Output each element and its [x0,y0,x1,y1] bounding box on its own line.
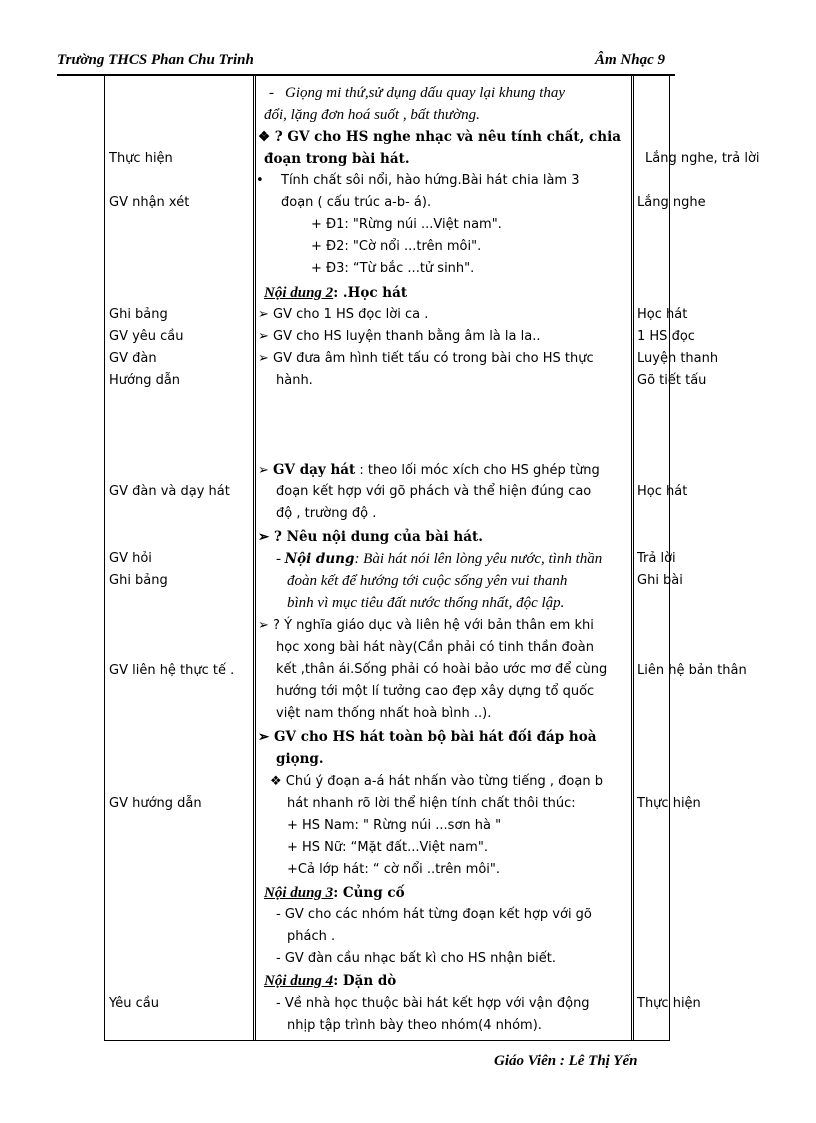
teacher-activity: GV đàn và dạy hát [109,484,230,499]
content-line: + Đ3: “Từ bắc ...tử sinh". [311,261,475,276]
content-line: hướng tới một lí tưởng cao đẹp xây dựng tổ quốc [276,684,595,699]
content-heading: ❖ ? GV cho HS nghe nhạc và nêu tính chất, chia [258,129,621,145]
content-line: nhịp tập trình bày theo nhóm(4 nhóm). [287,1018,542,1033]
student-activity: Ghi bài [637,573,683,588]
content-line: hát nhanh rõ lời thể hiện tính chất thôi thúc: [287,796,576,811]
dash-bullet: - [269,85,274,101]
content-line: hành. [276,373,313,388]
content-line: đoạn ( cấu trúc a-b- á). [281,195,432,210]
content-line: - GV đàn cầu nhạc bất kì cho HS nhận biết. [276,951,556,966]
teacher-activity: GV hướng dẫn [109,796,202,811]
content-heading: ➢ ? Nêu nội dung của bài hát. [258,529,483,545]
column-divider [631,75,634,1040]
student-activity: Học hát [637,307,688,322]
content-line: ➢ GV dạy hát : theo lối móc xích cho HS ghép từng [258,462,600,478]
content-line: độ , trường độ . [276,506,377,521]
content-line: +Cả lớp hát: “ cờ nổi ..trên môi". [287,862,501,877]
round-bullet: • [256,173,264,188]
student-activity: Lắng nghe, trả lời [645,151,760,166]
teacher-activity: GV nhận xét [109,195,190,210]
section-title: Nội dung 2: .Học hát [264,285,408,301]
content-line: học xong bài hát này(Cần phải có tinh thần đoàn [276,640,594,655]
teacher-signature: Giáo Viên : Lê Thị Yến [494,1053,638,1069]
content-line: ➢ GV cho 1 HS đọc lời ca . [258,307,429,322]
student-activity: Luyện thanh [637,351,719,366]
teacher-activity: GV đàn [109,351,157,366]
student-activity: Học hát [637,484,688,499]
content-line: đoạn kết hợp với gõ phách và thể hiện đúng cao [276,484,592,499]
subject-name: Âm Nhạc 9 [595,52,666,68]
content-line: • Tính chất sôi nổi, hào hứng.Bài hát chia làm 3 [264,170,580,192]
section-title: Nội dung 3: Củng cố [264,885,405,901]
teacher-activity: GV liên hệ thực tế . [109,663,235,678]
content-line: + HS Nam: " Rừng núi ...sơn hà " [287,818,502,833]
content-line: đổi, lặng đơn hoá suốt , bất thường. [264,107,480,123]
teacher-activity: GV yêu cầu [109,329,184,344]
teacher-activity: Ghi bảng [109,307,168,322]
student-activity: Thực hiện [637,996,701,1011]
content-line: ❖ Chú ý đoạn a-á hát nhấn vào từng tiếng , đoạn b [270,774,603,789]
student-activity: Lắng nghe [637,195,706,210]
content-line: - Giọng mi thứ,sử dụng dấu quay lại khung thay [285,82,565,104]
content-line: ➢ GV đưa âm hình tiết tấu có trong bài cho HS thực [258,351,594,366]
content-line: ➢ ? Ý nghĩa giáo dục và liên hệ với bản thân em khi [258,618,594,633]
student-activity: Thực hiện [637,796,701,811]
content-line: việt nam thống nhất hoà bình ..). [276,706,492,721]
content-line: + Đ2: "Cờ nổi ...trên môi". [311,239,482,254]
student-activity: Trả lời [637,551,676,566]
content-heading: ➢ GV cho HS hát toàn bộ bài hát đối đáp hoà [258,729,597,745]
teacher-activity: Thực hiện [109,151,173,166]
page-header [57,52,675,76]
content-heading: giọng. [276,751,324,767]
content-line: - GV cho các nhóm hát từng đoạn kết hợp với gõ [276,907,592,922]
content-heading: đoạn trong bài hát. [264,151,410,167]
teacher-activity: Hướng dẫn [109,373,181,388]
content-line: - Nội dung: Bài hát nói lên lòng yêu nước, tình thần [276,551,603,567]
content-line: ➢ GV cho HS luyện thanh bằng âm là la la.. [258,329,541,344]
teacher-activity: Ghi bảng [109,573,168,588]
student-activity: 1 HS đọc [637,329,695,344]
content-line: + HS Nữ: “Mặt đất...Việt nam". [287,840,488,855]
content-line: đoàn kết để hướng tới cuộc sống yên vui thanh [287,573,568,589]
student-activity: Liên hệ bản thân [637,663,747,678]
teacher-activity: Yêu cầu [109,996,159,1011]
school-name: Trường THCS Phan Chu Trinh [57,52,254,68]
student-activity: Gõ tiết tấu [637,373,707,388]
content-line: - Về nhà học thuộc bài hát kết hợp với vận động [276,996,590,1011]
section-title: Nội dung 4: Dặn dò [264,973,397,989]
content-line: phách . [287,929,336,944]
content-line: kết ,thân ái.Sống phải có hoài bảo ước mơ để cùng [276,662,608,677]
content-line: bình vì mục tiêu đất nước thống nhất, độc lập. [287,595,565,611]
content-line: + Đ1: "Rừng núi ...Việt nam". [311,217,502,232]
column-divider [253,75,256,1040]
teacher-activity: GV hỏi [109,551,152,566]
